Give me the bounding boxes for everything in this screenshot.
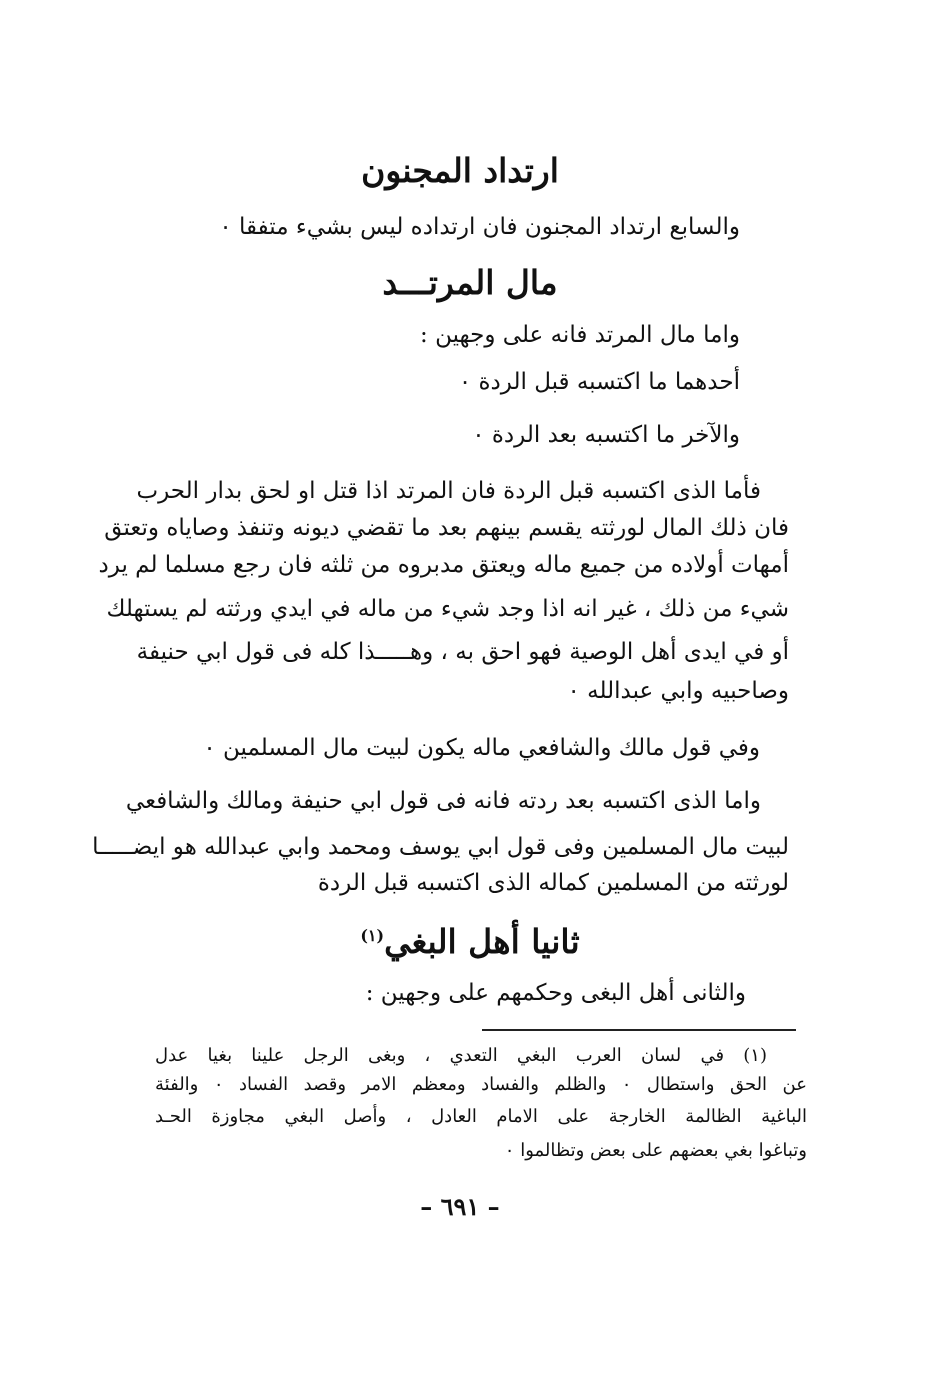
footnote-separator	[482, 1029, 796, 1031]
list-item-first: أحدهما ما اكتسبه قبل الردة ٠	[458, 369, 740, 395]
heading-apostate-property: مال المرتـــد	[382, 263, 558, 302]
footnote-line: الباغية الظالمة الخارجة على الامام العادل ، وأصل البغي مجاوزة الحـد	[155, 1106, 807, 1127]
paragraph-insane-apostasy: والسابع ارتداد المجنون فان ارتداده ليس بشيء متفقا ٠	[219, 214, 740, 240]
paragraph-rebels: والثانى أهل البغى وحكمهم على وجهين :	[365, 980, 746, 1006]
text-line: فان ذلك المال لورثته يقسم بينهم بعد ما تقضي ديونه وتنفذ وصاياه وتعتق	[104, 515, 789, 541]
intro-two-aspects: واما مال المرتد فانه على وجهين :	[420, 322, 740, 348]
text-line: أمهات أولاده من جميع ماله ويعتق مدبروه من ثلثه فان رجع مسلما لم يرد	[98, 552, 789, 578]
footnote-ref: (١)	[360, 926, 385, 945]
footnote-line: عن الحق واستطال ٠ والظلم والفساد ومعظم الامر وقصد الفساد ٠ والفئة	[155, 1074, 807, 1095]
heading-insane-apostasy: ارتداد المجنون	[361, 151, 559, 190]
heading-rebels	[330, 915, 610, 963]
text-line: وصاحبيه وابي عبدالله ٠	[567, 678, 789, 704]
text-line: واما الذى اكتسبه بعد ردته فانه فى قول ابي حنيفة ومالك والشافعي	[125, 788, 761, 814]
text-line: لورثته من المسلمين كماله الذى اكتسبه قبل الردة	[317, 870, 789, 896]
heading-rebels-text: ثانيا أهل البغي	[384, 922, 580, 961]
footnote-line: (١) في لسان العرب البغي التعدي ، وبغى الرجل علينا بغيا عدل	[155, 1045, 767, 1066]
text-line: أو في ايدى أهل الوصية فهو احق به ، وهـــــذا كله فى قول ابي حنيفة	[136, 639, 789, 665]
paragraph-malik-shafii: وفي قول مالك والشافعي ماله يكون لبيت مال المسلمين ٠	[203, 735, 760, 761]
text-line: لبيت مال المسلمين وفى قول ابي يوسف ومحمد وابي عبدالله هو ايضـــــا	[92, 834, 789, 860]
footnote-line: وتباغوا بغي بعضهم على بعض وتظالموا ٠	[504, 1140, 807, 1161]
text-line: شيء من ذلك ، غير انه اذا وجد شيء من ماله في ايدي ورثته لم يستهلك	[106, 596, 789, 622]
page-number: – ٦٩١ –	[420, 1192, 500, 1221]
list-item-second: والآخر ما اكتسبه بعد الردة ٠	[472, 422, 740, 448]
text-line: فأما الذى اكتسبه قبل الردة فان المرتد اذا قتل او لحق بدار الحرب	[136, 478, 761, 504]
